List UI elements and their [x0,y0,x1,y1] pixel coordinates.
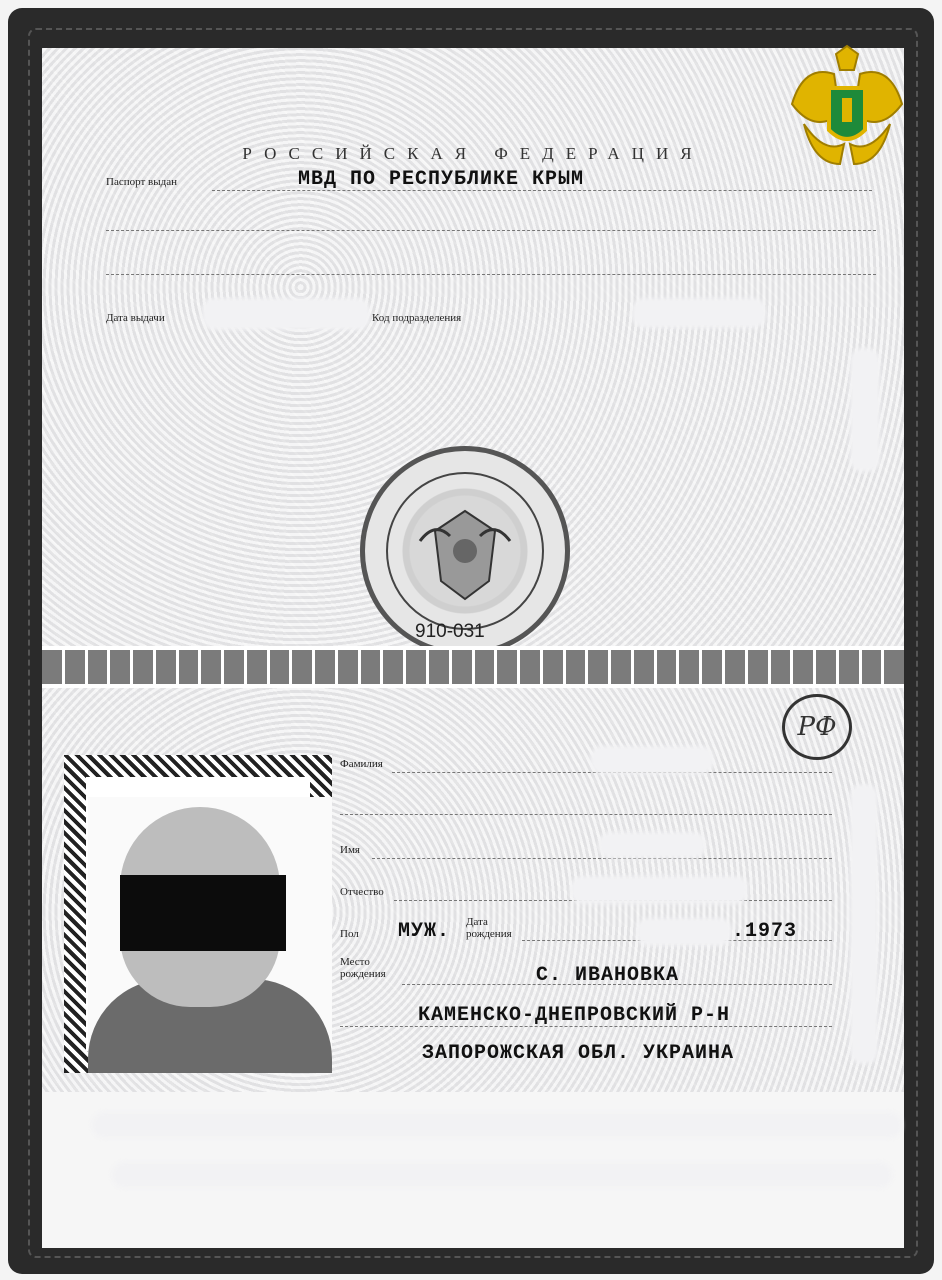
eyes-censor-bar [120,875,286,951]
issue-date-label: Дата выдачи [106,312,165,324]
stamp-code: 910-031 [415,621,485,642]
birth-place-line-1 [402,984,832,985]
side-number-redacted [850,348,880,472]
surname-line-2 [340,814,832,815]
birth-date-label: Дата рождения [466,916,512,940]
issue-date-redacted [202,298,370,330]
issued-by-line-2 [106,230,876,231]
name-line [372,858,832,859]
department-code-label: Код подразделения [372,312,462,324]
official-stamp [360,446,570,656]
side-number-redacted-lower [850,784,878,1064]
patronymic-redacted [570,876,748,904]
birth-place-line-2 [340,1026,832,1027]
surname-label: Фамилия [340,758,383,770]
mrz-line-1-redacted [92,1112,902,1138]
issued-by-line-3 [106,274,876,275]
patronymic-label: Отчество [340,886,384,898]
prosecutor-emblem-icon [784,44,910,180]
passport-upper-page [42,48,904,646]
birth-place-line1: С. ИВАНОВКА [536,964,680,987]
issued-by-label: Паспорт выдан [106,176,177,188]
birth-place-label: Место рождения [340,956,386,980]
birth-year-value: .1973 [732,920,798,943]
passport-spine-perforation [42,646,904,688]
rf-logo: РФ [782,694,852,760]
sex-value: МУЖ. [398,920,451,943]
birth-place-line3: ЗАПОРОЖСКАЯ ОБЛ. УКРАИНА [422,1042,735,1065]
holder-photo [64,755,332,1073]
sex-label: Пол [340,928,359,940]
department-code-redacted [632,298,766,328]
name-redacted [598,832,706,858]
country-title: РОССИЙСКАЯ ФЕДЕРАЦИЯ [242,144,704,163]
mrz-line-2-redacted [112,1162,892,1188]
name-label: Имя [340,844,360,856]
passport-mrz-area [42,1092,904,1248]
issued-by-value: МВД ПО РЕСПУБЛИКЕ КРЫМ [298,168,585,191]
birth-place-line2: КАМЕНСКО-ДНЕПРОВСКИЙ Р-Н [418,1004,731,1027]
birth-date-redacted [636,918,732,946]
surname-redacted [590,746,714,774]
